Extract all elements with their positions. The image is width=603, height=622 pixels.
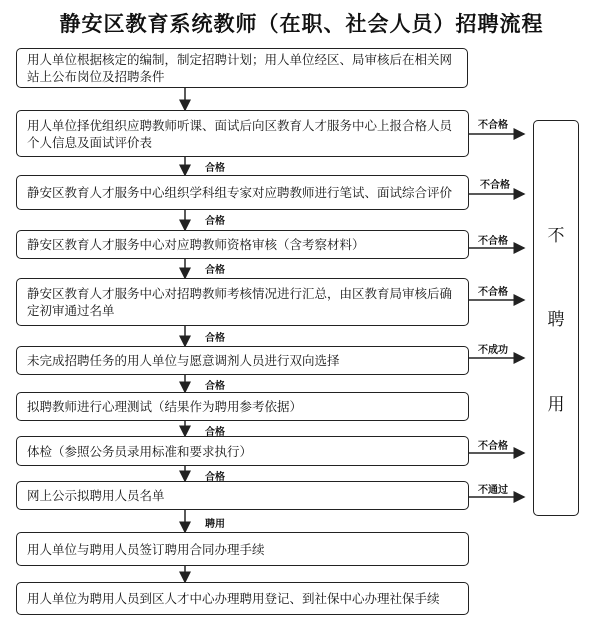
- step-4-box: 静安区教育人才服务中心对应聘教师资格审核（含考察材料）: [16, 230, 469, 259]
- fail-label-2: 不合格: [480, 180, 510, 191]
- fail-label-1: 不合格: [478, 120, 508, 131]
- fail-label-4: 不合格: [478, 287, 508, 298]
- step-5-box: 静安区教育人才服务中心对招聘教师考核情况进行汇总，由区教育局审核后确定初审通过名单: [16, 278, 469, 326]
- step-10-box: 用人单位与聘用人员签订聘用合同办理手续: [16, 532, 469, 566]
- fail-label-3: 不合格: [478, 236, 508, 247]
- pass-label-8: 合格: [205, 472, 225, 483]
- pass-label-3: 合格: [205, 216, 225, 227]
- step-1-box: 用人单位根据核定的编制，制定招聘计划；用人单位经区、局审核后在相关网站上公布岗位及招聘条件: [16, 48, 468, 88]
- hire-label: 聘用: [205, 519, 225, 530]
- not-hired-box: [533, 120, 579, 516]
- step-9-box: 网上公示拟聘用人员名单: [16, 481, 469, 510]
- pass-label-2: 合格: [205, 163, 225, 174]
- not-hired-char-1: 不: [547, 225, 565, 246]
- not-hired-char-3: 用: [547, 395, 565, 416]
- step-8-box: 体检（参照公务员录用标准和要求执行）: [16, 436, 469, 466]
- unsuccessful-label: 不成功: [478, 345, 508, 356]
- pass-label-6: 合格: [205, 381, 225, 392]
- fail-label-5: 不合格: [478, 441, 508, 452]
- pass-label-4: 合格: [205, 265, 225, 276]
- step-11-box: 用人单位为聘用人员到区人才中心办理聘用登记、到社保中心办理社保手续: [16, 582, 469, 615]
- not-passed-label: 不通过: [478, 485, 508, 496]
- page-title: 静安区教育系统教师（在职、社会人员）招聘流程: [59, 11, 544, 36]
- step-7-box: 拟聘教师进行心理测试（结果作为聘用参考依据）: [16, 392, 469, 421]
- step-2-box: 用人单位择优组织应聘教师听课、面试后向区教育人才服务中心上报合格人员个人信息及面试评价表: [16, 110, 469, 157]
- step-3-box: 静安区教育人才服务中心组织学科组专家对应聘教师进行笔试、面试综合评价: [16, 175, 469, 210]
- pass-label-7: 合格: [205, 427, 225, 438]
- pass-label-5: 合格: [205, 333, 225, 344]
- step-6-box: 未完成招聘任务的用人单位与愿意调剂人员进行双向选择: [16, 346, 469, 375]
- not-hired-char-2: 聘: [547, 310, 565, 331]
